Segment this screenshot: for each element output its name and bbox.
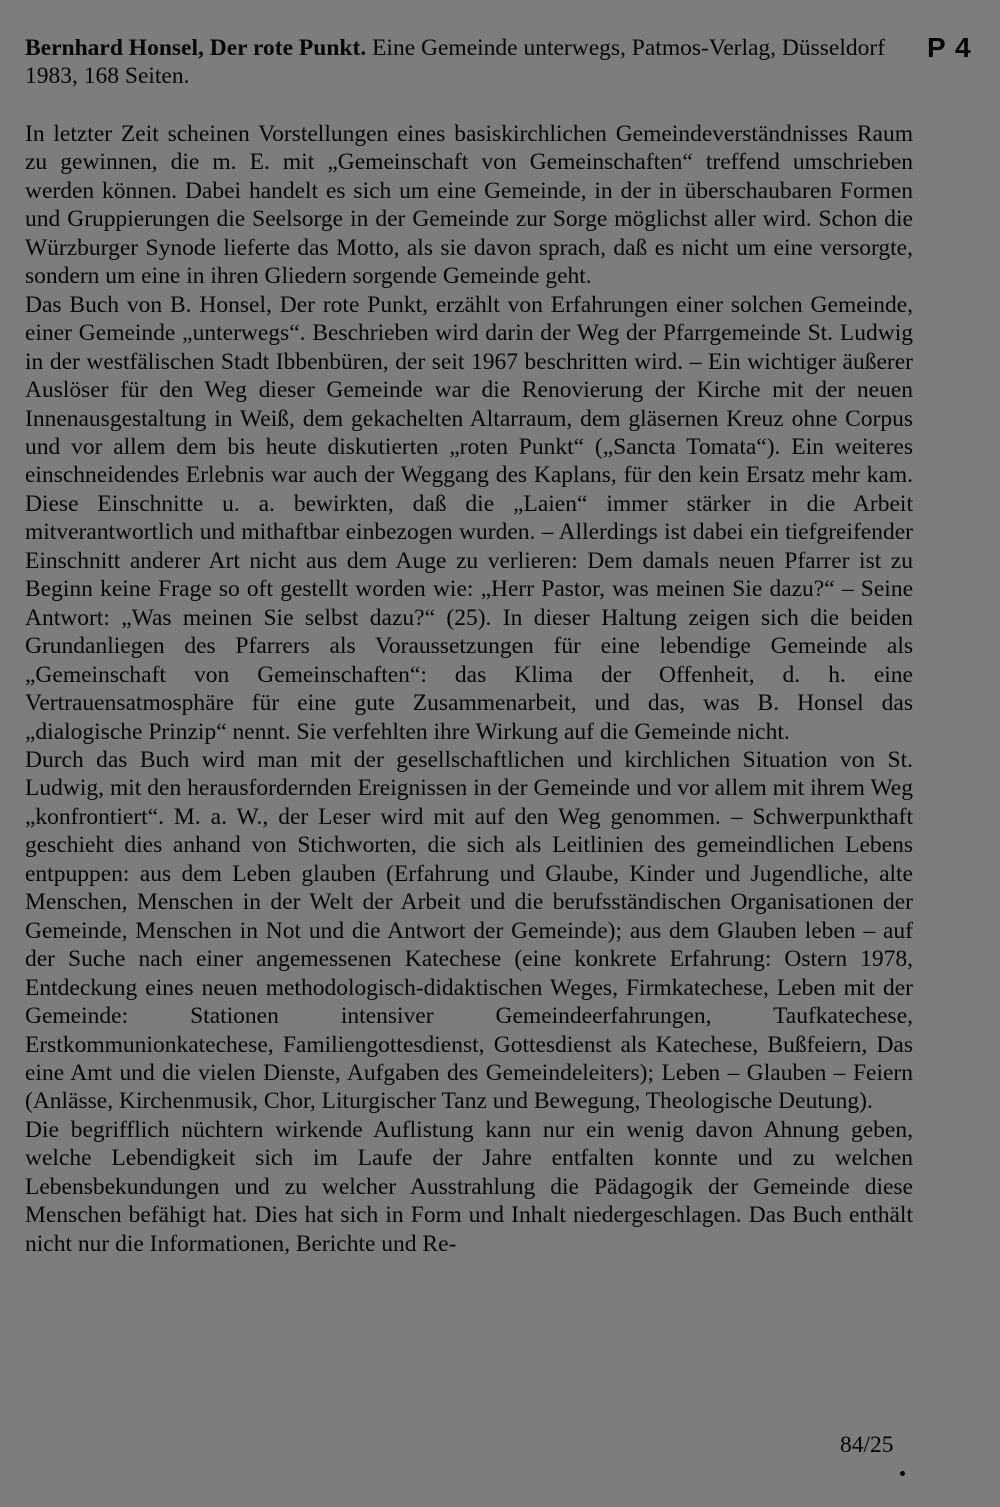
stray-dot-mark xyxy=(900,1471,905,1476)
paragraph: Das Buch von B. Honsel, Der rote Punkt, erzählt von Erfahrungen einer solchen Gemeinde, einer Gemeinde „unterwegs“. Beschrieben wird darin der Weg der Pfarrgemeinde St. Ludwig in der westfälischen Stadt Ibbenbüren, der seit 1967 beschritten wird. – Ein wichtiger äußerer Auslöser für den Weg dieser Gemeinde war die Renovierung der Kirche mit der neuen Innenausgestaltung in Weiß, dem gekachelten Altarraum, dem gläsernen Kreuz ohne Corpus und vor allem dem bis heute diskutierten „roten Punkt“ („Sancta Tomata“). Ein weiteres einschneidendes Erlebnis war auch der Weggang des Kaplans, für den kein Ersatz mehr kam. Diese Einschnitte u. a. bewirkten, daß die „Laien“ immer stärker in die Arbeit mitverantwortlich und mithaftbar einbezogen wurden. – Allerdings ist dabei ein tiefgreifender Einschnitt anderer Art nicht aus dem Auge zu verlieren: Dem damals neuen Pfarrer ist zu Beginn keine Frage so oft gestellt worden wie: „Herr Pastor, was meinen Sie dazu?“ – Seine Antwort: „Was meinen Sie selbst dazu?“ (25). In dieser Haltung zeigen sich die beiden Grundanliegen des Pfarrers als Voraussetzungen für eine lebendige Gemeinde als „Gemeinschaft von Gemeinschaften“: das Klima der Offenheit, d. h. eine Vertrauensatmosphäre für eine gute Zusammenarbeit, und das, was B. Honsel das „dialogische Prinzip“ nennt. Sie verfehlten ihre Wirkung auf die Gemeinde nicht. xyxy=(25,291,913,745)
citation-header xyxy=(25,34,920,90)
review-body xyxy=(25,120,913,1258)
paragraph: Die begrifflich nüchtern wirkende Auflistung kann nur ein wenig davon Ahnung geben, welche Lebendigkeit sich im Laufe der Jahre entfalten konnte und zu welchen Lebensbekundungen und zu welcher Ausstrahlung die Pädagogik der Gemeinde diese Menschen befähigt hat. Dies hat sich in Form und Inhalt niedergeschlagen. Das Buch enthält nicht nur die Informationen, Berichte und Re- xyxy=(25,1116,913,1257)
paragraph: Durch das Buch wird man mit der gesellschaftlichen und kirchlichen Situation von St. Ludwig, mit den herausfordernden Ereignissen in der Gemeinde und vor allem mit ihrem Weg „konfrontiert“. M. a. W., der Leser wird mit auf den Weg genommen. – Schwerpunkthaft geschieht dies anhand von Stichworten, die sich als Leitlinien des gemeindlichen Lebens entpuppen: aus dem Leben glauben (Erfahrung und Glaube, Kinder und Jugendliche, alte Menschen, Menschen in der Welt der Arbeit und die berufsständischen Organisationen der Gemeinde, Menschen in Not und die Antwort der Gemeinde); aus dem Glauben leben – auf der Suche nach einer angemessenen Katechese (eine konkrete Erfahrung: Ostern 1978, Entdeckung eines neuen methodologisch-didaktischen Weges, Firmkatechese, Leben mit der Gemeinde: Stationen intensiver Gemeindeerfahrungen, Taufkatechese, Erstkommunionkatechese, Familiengottesdienst, Gottesdienst als Katechese, Bußfeiern, Das eine Amt und die vielen Dienste, Aufgaben des Gemeindeleiters); Leben – Glauben – Feiern (Anlässe, Kirchenmusik, Chor, Liturgischer Tanz und Bewegung, Theologische Deutung). xyxy=(25,746,913,1115)
page-number: 84/25 xyxy=(840,1432,894,1458)
paragraph: In letzter Zeit scheinen Vorstellungen eines basiskirchlichen Gemeindeverständnisses Raum zu gewinnen, die m. E. mit „Gemeinschaft von Gemeinschaften“ treffend umschrieben werden können. Dabei handelt es sich um eine Gemeinde, in der in überschaubaren Formen und Gruppierungen die Seelsorge in der Gemeinde zur Sorge möglichst aller wird. Schon die Würzburger Synode lieferte das Motto, als sie davon sprach, daß es nicht um eine versorgte, sondern um eine in ihren Gliedern sorgende Gemeinde geht. xyxy=(25,121,913,290)
book-title: Der rote Punkt. xyxy=(209,35,367,61)
section-code: P 4 xyxy=(927,32,972,63)
publication-details: Eine Gemeinde unterwegs, Patmos-Verlag, Düsseldorf 1983, 168 Seiten. xyxy=(25,35,886,89)
book-author: Bernhard Honsel, xyxy=(25,35,204,61)
